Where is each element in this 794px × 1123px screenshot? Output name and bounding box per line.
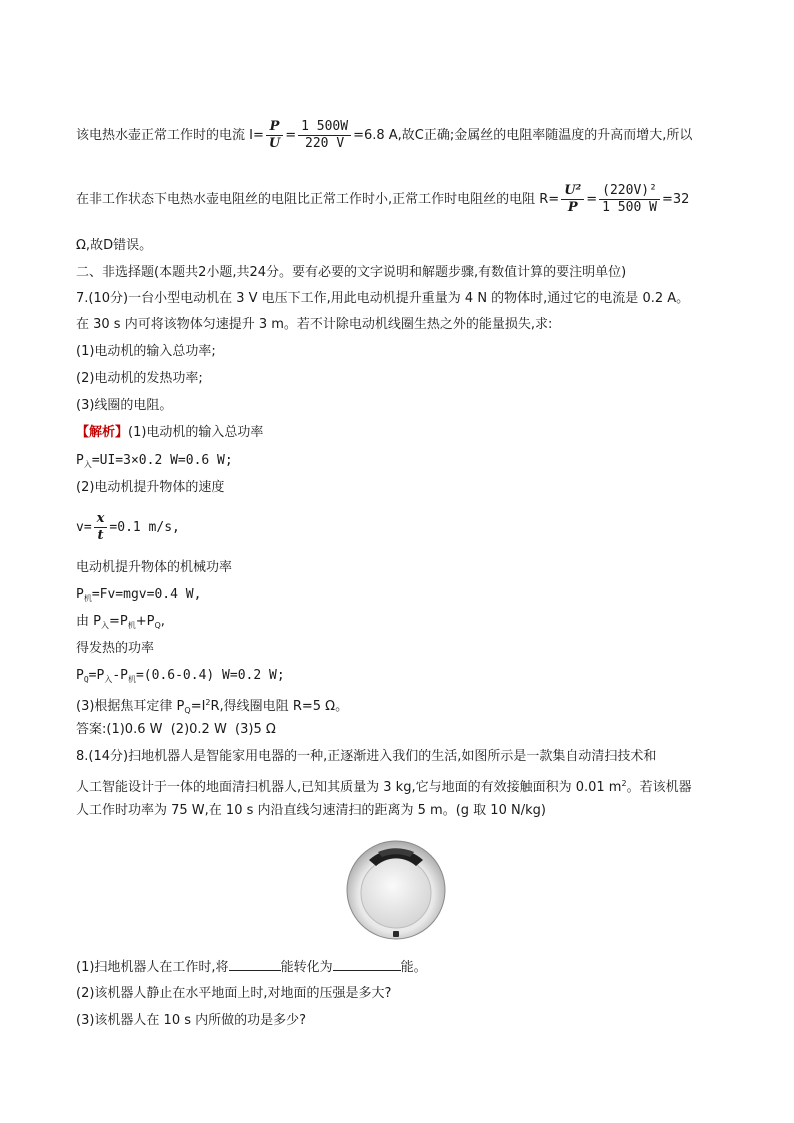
text-segment: P [76, 587, 84, 602]
fraction-numerator: x [94, 511, 108, 528]
text-segment: 能转化为 [280, 960, 333, 975]
subscript: 机 [127, 675, 136, 684]
text-segment: (3)根据焦耳定律 P [76, 699, 185, 714]
q8-line2 [76, 775, 692, 797]
q8-sub1 [76, 958, 427, 977]
q7-sub3: (3)线圈的电阻。 [76, 398, 173, 413]
section-heading: 二、非选择题(本题共2小题,共24分。要有必要的文字说明和解题步骤,有数值计算的要注明单位) [76, 265, 627, 280]
equals-sign: = [586, 192, 598, 207]
q8-line3: 人工作时功率为 75 W,在 10 s 内沿直线匀速清扫的距离为 5 m。(g 取 10 N/kg) [76, 803, 546, 818]
text-segment: 能。 [400, 960, 427, 975]
text-segment: =0.1 m/s, [109, 520, 180, 535]
answer-line: 答案:(1)0.6 W (2)0.2 W (3)5 Ω [76, 722, 276, 737]
fraction-u2-over-p [561, 183, 584, 216]
text-segment: 人工智能设计于一体的地面清扫机器人,已知其质量为 3 kg,它与地面的有效接触面积为 0.01 m [76, 780, 622, 795]
equals-sign: = [285, 128, 297, 143]
analysis-line9 [76, 667, 285, 689]
text-segment: -P [112, 668, 128, 683]
analysis-line7 [76, 613, 165, 635]
text-segment: P [76, 453, 84, 468]
text-segment: , [160, 614, 165, 629]
subscript: 机 [83, 594, 92, 603]
fraction-denominator: t [97, 528, 104, 543]
fraction-x-over-t [94, 511, 108, 544]
subscript: 入 [83, 460, 92, 469]
fill-blank-1[interactable] [229, 958, 281, 971]
fill-blank-2[interactable] [333, 958, 401, 971]
text-segment: (1)电动机的输入总功率 [128, 425, 264, 440]
robot-vacuum-image [344, 838, 448, 942]
fraction-numerator: U² [561, 183, 584, 200]
text-segment: 在非工作状态下电热水壶电阻丝的电阻比正常工作时小,正常工作时电阻丝的电阻 R= [76, 192, 560, 207]
subscript: Q [184, 706, 191, 715]
fraction-p-over-u [266, 119, 283, 152]
fraction-denominator: U [268, 136, 281, 151]
text-segment: 。若该机器 [626, 780, 692, 795]
subscript: 入 [104, 675, 113, 684]
q7-line2: 在 30 s 内可将该物体匀速提升 3 m。若不计除电动机线圈生热之外的能量损失,求: [76, 317, 553, 332]
text-segment: 该电热水壶正常工作时的电流 I= [76, 128, 264, 143]
q8-sub2: (2)该机器人静止在水平地面上时,对地面的压强是多大? [76, 986, 392, 1001]
analysis-line6 [76, 586, 201, 608]
fraction-values [599, 183, 660, 216]
text-segment: =32 [661, 192, 690, 207]
para-resistance-calc [76, 180, 689, 220]
text-segment: =Fv=mgv=0.4 W, [91, 587, 202, 602]
fraction-numerator: P [266, 119, 283, 136]
fraction-denominator: 1 500 W [602, 200, 657, 215]
analysis-line2 [76, 452, 233, 474]
analysis-line10 [76, 694, 348, 720]
fraction-numerator: 1 500W [298, 119, 351, 136]
analysis-line1 [76, 424, 263, 442]
subscript: Q [154, 621, 161, 630]
fraction-denominator: P [567, 200, 578, 215]
q8-line1: 8.(14分)扫地机器人是智能家用电器的一种,正逐渐进入我们的生活,如图所示是一款集自动清扫技术和 [76, 749, 657, 764]
para-current-calc [76, 116, 692, 156]
text-segment: =P [108, 614, 128, 629]
text-segment: =(0.6-0.4) W=0.2 W; [135, 668, 285, 683]
subscript: 机 [127, 621, 136, 630]
text-segment: R,得线圈电阻 R=5 Ω。 [210, 699, 349, 714]
q7-sub2: (2)电动机的发热功率; [76, 371, 203, 386]
fraction-numerator: (220V)² [599, 183, 660, 200]
analysis-line3: (2)电动机提升物体的速度 [76, 480, 225, 495]
text-segment: +P [135, 614, 155, 629]
fraction-values [298, 119, 351, 152]
fraction-denominator: 220 V [305, 136, 345, 151]
analysis-velocity [76, 508, 180, 548]
q7-sub1: (1)电动机的输入总功率; [76, 344, 216, 359]
text-segment: =UI=3×0.2 W=0.6 W; [91, 453, 233, 468]
subscript: Q [83, 675, 89, 684]
text-segment: P [76, 668, 84, 683]
text-segment: =I [190, 699, 206, 714]
text-segment: 由 P [76, 614, 101, 629]
analysis-line8: 得发热的功率 [76, 641, 155, 656]
q7-line1: 7.(10分)一台小型电动机在 3 V 电压下工作,用此电动机提升重量为 4 N 的物体时,通过它的电流是 0.2 A。 [76, 291, 690, 306]
analysis-tag: 【解析】 [76, 425, 129, 440]
text-segment: =P [88, 668, 105, 683]
superscript: 2 [205, 698, 211, 707]
text-segment: v= [76, 520, 92, 535]
text-segment: (1)扫地机器人在工作时,将 [76, 960, 229, 975]
subscript: 入 [100, 621, 109, 630]
analysis-line5: 电动机提升物体的机械功率 [76, 560, 233, 575]
para-conclusion: Ω,故D错误。 [76, 238, 153, 253]
text-segment: =6.8 A,故C正确;金属丝的电阻率随温度的升高而增大,所以 [353, 128, 693, 143]
superscript: 2 [621, 779, 627, 788]
q8-sub3: (3)该机器人在 10 s 内所做的功是多少? [76, 1013, 307, 1028]
